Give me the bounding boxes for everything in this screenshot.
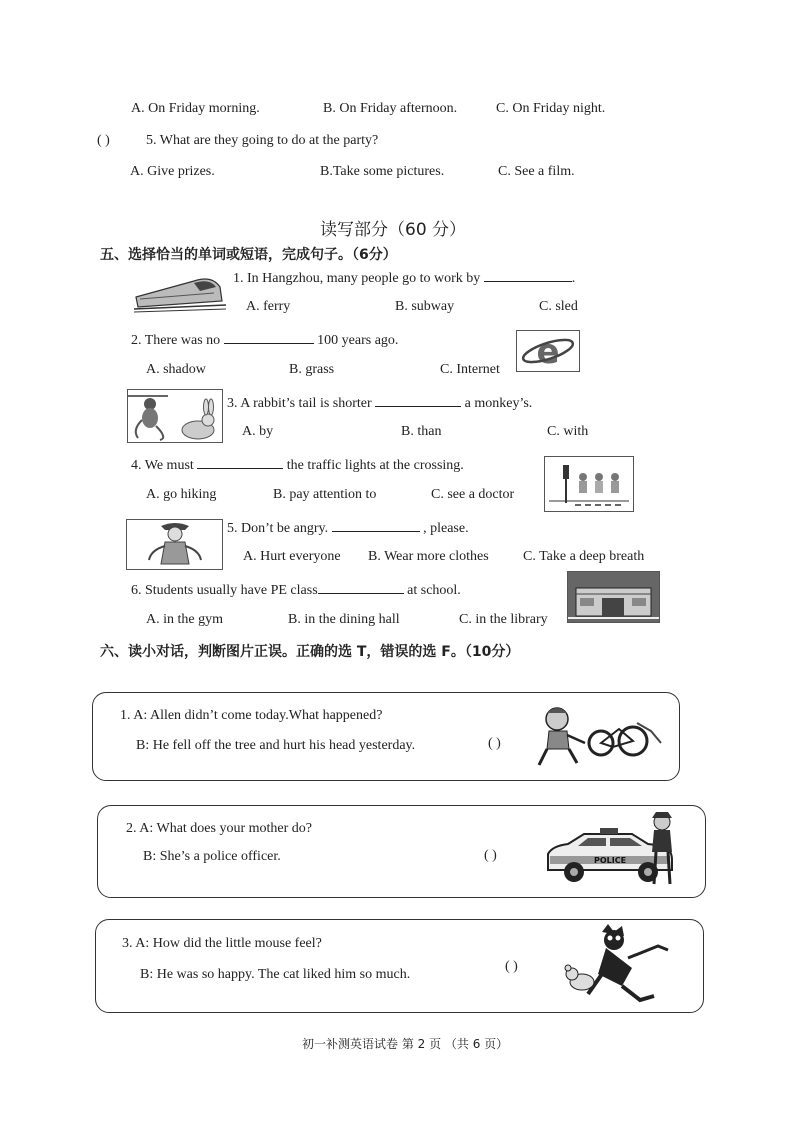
p5-q4-stem bbox=[131, 456, 464, 474]
dialog3-line-a: 3. A: How did the little mouse feel? bbox=[122, 936, 322, 951]
dialog3-line-b: B: He was so happy. The cat liked him so much. bbox=[140, 967, 411, 982]
dialog1-line-a: 1. A: Allen didn’t come today.What happened? bbox=[120, 708, 383, 723]
p5-q1-blank bbox=[484, 269, 572, 282]
p5-q6-option-c: C. in the library bbox=[459, 612, 548, 627]
svg-text:e: e bbox=[536, 332, 560, 371]
p5-q5-option-b: B. Wear more clothes bbox=[368, 549, 489, 564]
p5-q6-text: 6. Students usually have PE class bbox=[131, 583, 318, 598]
p5-q4-option-b: B. pay attention to bbox=[273, 487, 377, 502]
deep-breath-girl-image bbox=[126, 519, 223, 570]
p5-q4-blank bbox=[197, 456, 283, 469]
p5-q4-option-a: A. go hiking bbox=[146, 487, 217, 502]
traffic-crossing-image bbox=[544, 456, 634, 512]
dialog1-line-b: B: He fell off the tree and hurt his head yesterday. bbox=[136, 738, 416, 753]
gym-building-image bbox=[567, 571, 660, 623]
p5-q2-after: 100 years ago. bbox=[317, 333, 399, 348]
section-title: 读写部分（60 分） bbox=[320, 220, 467, 240]
p5-q3-after: a monkey’s. bbox=[464, 396, 533, 411]
dialog2-line-a: 2. A: What does your mother do? bbox=[126, 821, 312, 836]
p5-q6-after: at school. bbox=[407, 583, 461, 598]
q4-option-c: C. On Friday night. bbox=[496, 101, 606, 116]
p5-q3-blank bbox=[375, 394, 461, 407]
p5-q2-blank bbox=[224, 331, 314, 344]
cat-mouse-image bbox=[562, 924, 674, 1004]
p5-q2-option-a: A. shadow bbox=[146, 362, 206, 377]
p5-q6-blank bbox=[318, 581, 404, 594]
boy-fallen-bike-image bbox=[533, 703, 665, 771]
p5-q6-option-b: B. in the dining hall bbox=[288, 612, 400, 627]
p5-q5-option-a: A. Hurt everyone bbox=[243, 549, 341, 564]
train-image bbox=[134, 267, 226, 313]
p5-q3-option-c: C. with bbox=[547, 424, 589, 439]
dialog2-answer-paren: ( ) bbox=[484, 848, 497, 863]
p5-q3-stem bbox=[227, 394, 532, 412]
q4-option-b: B. On Friday afternoon. bbox=[323, 101, 458, 116]
page-footer: 初一补测英语试卷 第 2 页 （共 6 页） bbox=[302, 1037, 509, 1051]
p5-q5-after: , please. bbox=[423, 521, 469, 536]
part6-heading: 六、读小对话，判断图片正误。正确的选 T，错误的选 F。（10分） bbox=[100, 644, 520, 660]
part5-heading: 五、选择恰当的单词或短语，完成句子。（6分） bbox=[100, 247, 397, 263]
p5-q1-after: . bbox=[571, 271, 576, 286]
p5-q3-option-a: A. by bbox=[242, 424, 274, 439]
police-car-image bbox=[544, 812, 681, 890]
dialog2-line-b: B: She’s a police officer. bbox=[143, 849, 281, 864]
q5-answer-paren: ( ) bbox=[97, 133, 110, 148]
p5-q3-text: 3. A rabbit’s tail is shorter bbox=[227, 396, 372, 411]
p5-q1-text: 1. In Hangzhou, many people go to work by bbox=[233, 271, 481, 286]
p5-q4-option-c: C. see a doctor bbox=[431, 487, 515, 502]
dialog1-answer-paren: ( ) bbox=[488, 736, 501, 751]
p5-q3-option-b: B. than bbox=[401, 424, 442, 439]
police-car-label: POLICE bbox=[593, 856, 627, 865]
p5-q6-option-a: A. in the gym bbox=[146, 612, 223, 627]
p5-q1-option-b: B. subway bbox=[395, 299, 455, 314]
p5-q4-after: the traffic lights at the crossing. bbox=[286, 458, 464, 473]
dialog3-answer-paren: ( ) bbox=[505, 959, 518, 974]
p5-q5-option-c: C. Take a deep breath bbox=[523, 549, 645, 564]
p5-q5-text: 5. Don’t be angry. bbox=[227, 521, 329, 536]
p5-q4-text: 4. We must bbox=[131, 458, 194, 473]
p5-q1-option-c: C. sled bbox=[539, 299, 578, 314]
p5-q5-blank bbox=[332, 519, 420, 532]
p5-q2-option-c: C. Internet bbox=[440, 362, 500, 377]
p5-q2-option-b: B. grass bbox=[289, 362, 335, 377]
q5-option-a: A. Give prizes. bbox=[130, 164, 215, 179]
p5-q5-stem bbox=[227, 519, 469, 537]
q4-option-a: A. On Friday morning. bbox=[131, 101, 260, 116]
q5-option-b: B.Take some pictures. bbox=[320, 164, 445, 179]
p5-q1-option-a: A. ferry bbox=[246, 299, 291, 314]
p5-q6-stem bbox=[131, 581, 461, 599]
p5-q2-text: 2. There was no bbox=[131, 333, 221, 348]
p5-q2-stem bbox=[131, 331, 398, 349]
internet-logo-image bbox=[516, 330, 580, 372]
q5-question: 5. What are they going to do at the party? bbox=[146, 133, 379, 148]
monkey-rabbit-image bbox=[127, 389, 223, 443]
q5-option-c: C. See a film. bbox=[498, 164, 575, 179]
p5-q1-stem bbox=[233, 269, 575, 287]
